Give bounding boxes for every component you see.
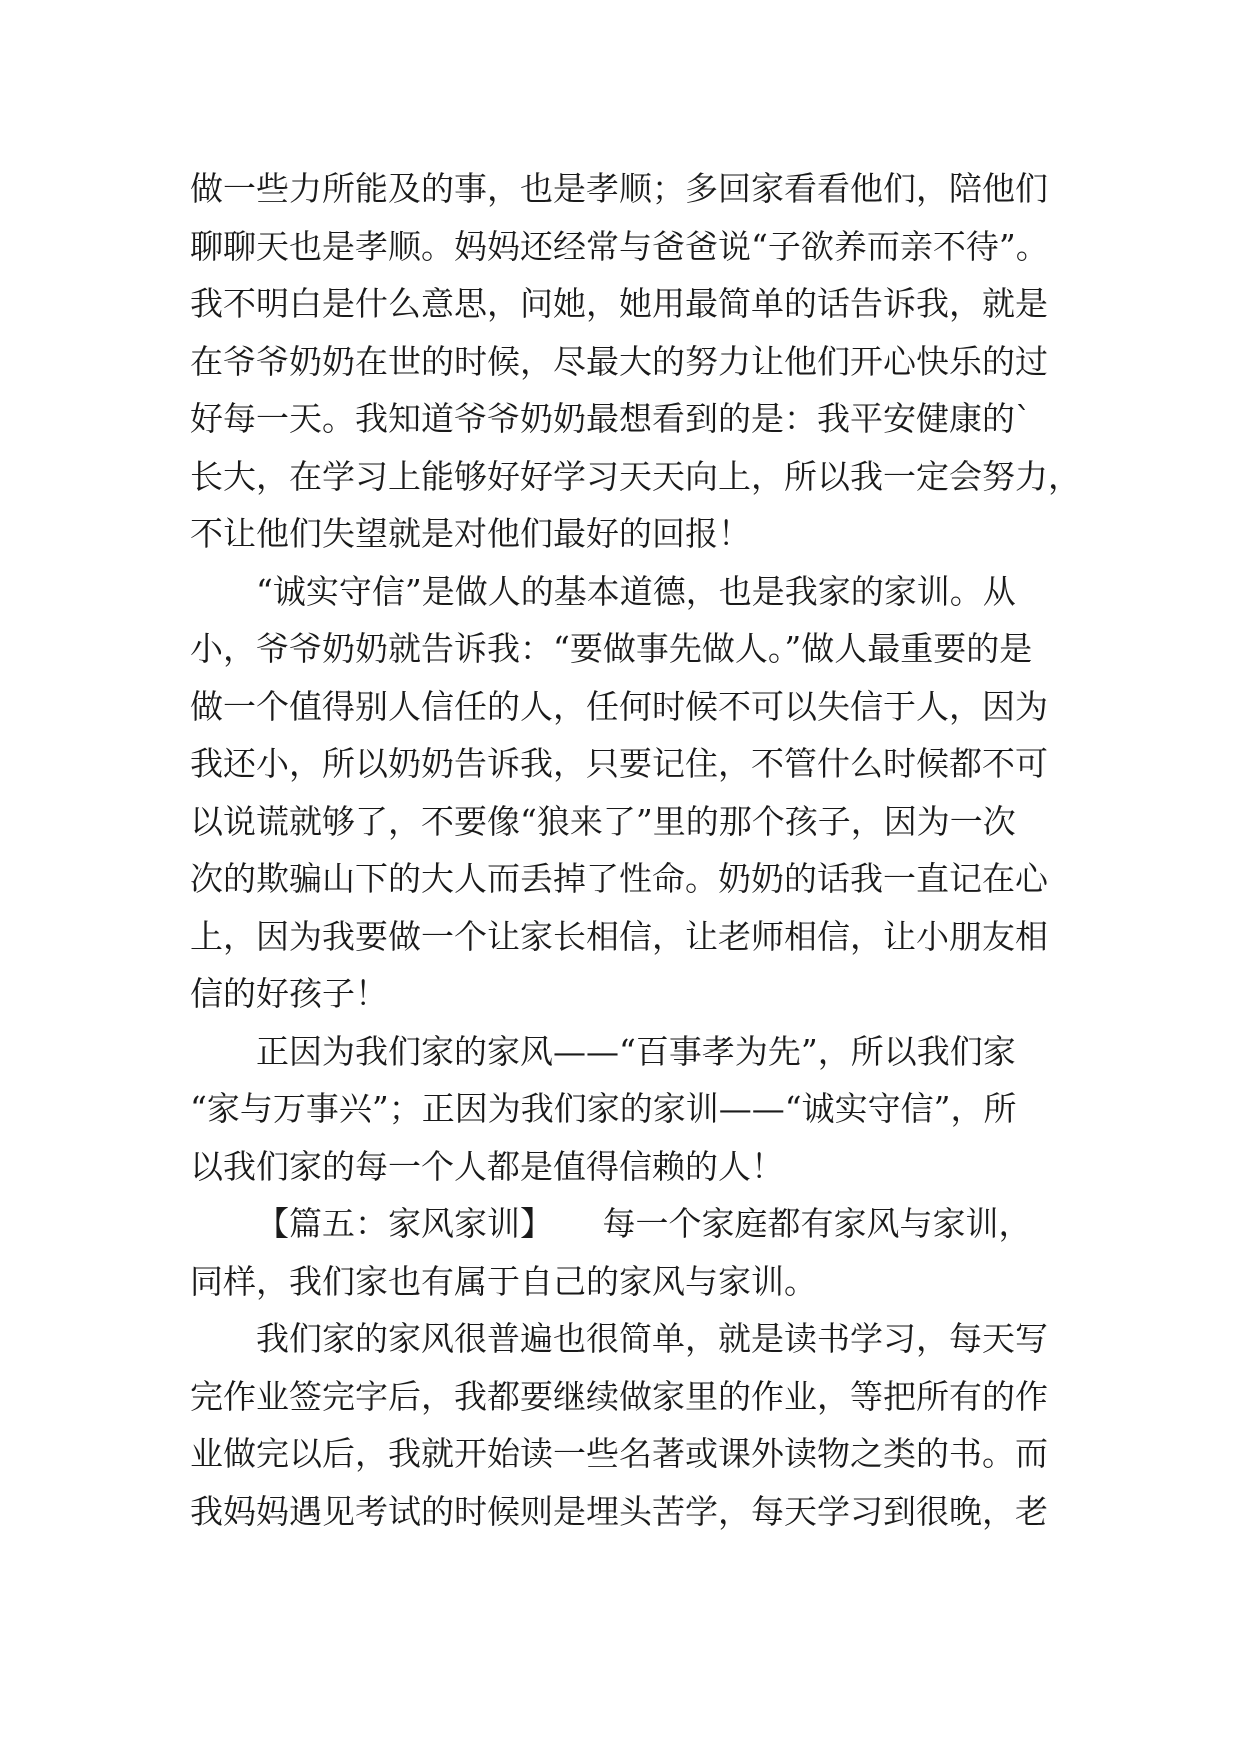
text-line: 聊聊天也是孝顺。妈妈还经常与爸爸说“子欲养而亲不待”。 xyxy=(190,226,1049,266)
paragraph-first-line: 我们家的家风很普遍也很简单，就是读书学习，每天写 xyxy=(256,1319,1048,1358)
paragraph-first-line: “诚实守信”是做人的基本道德，也是我家的家训。从 xyxy=(256,571,1016,611)
section-heading-line: 【篇五：家风家训】 每一个家庭都有家风与家训， xyxy=(256,1204,1032,1243)
text-line: 不让他们失望就是对他们最好的回报！ xyxy=(190,514,751,553)
paragraph-first-line: 正因为我们家的家风——“百事孝为先”，所以我们家 xyxy=(256,1031,1016,1071)
text-line: 我妈妈遇见考试的时候则是埋头苦学，每天学习到很晚，老 xyxy=(190,1491,1048,1531)
text-line: 业做完以后，我就开始读一些名著或课外读物之类的书。而 xyxy=(190,1434,1048,1473)
text-line: 我还小，所以奶奶告诉我，只要记住，不管什么时候都不可 xyxy=(190,744,1048,783)
text-line: 同样，我们家也有属于自己的家风与家训。 xyxy=(190,1261,817,1301)
text-line: 次的欺骗山下的大人而丢掉了性命。奶奶的话我一直记在心 xyxy=(190,859,1048,898)
text-line: 做一个值得别人信任的人，任何时候不可以失信于人，因为 xyxy=(190,686,1048,726)
text-line: “家与万事兴”；正因为我们家的家训——“诚实守信”，所 xyxy=(190,1089,1017,1128)
text-line: 小，爷爷奶奶就告诉我：“要做事先做人。”做人最重要的是 xyxy=(190,629,1033,668)
document-body xyxy=(190,160,1081,1540)
text-line: 以说谎就够了，不要像“狼来了”里的那个孩子，因为一次 xyxy=(190,801,1016,841)
text-line: 信的好孩子！ xyxy=(190,974,388,1013)
text-line: 长大，在学习上能够好好学习天天向上，所以我一定会努力， xyxy=(190,456,1081,496)
text-line: 好每一天。我知道爷爷奶奶最想看到的是：我平安健康的` xyxy=(190,399,1032,438)
text-line: 做一些力所能及的事，也是孝顺；多回家看看他们，陪他们 xyxy=(190,169,1048,208)
text-line: 完作业签完字后，我都要继续做家里的作业，等把所有的作 xyxy=(190,1376,1048,1416)
text-line: 上，因为我要做一个让家长相信，让老师相信，让小朋友相 xyxy=(190,916,1048,956)
text-line: 我不明白是什么意思，问她，她用最简单的话告诉我，就是 xyxy=(190,284,1048,323)
text-line: 以我们家的每一个人都是值得信赖的人！ xyxy=(190,1146,784,1186)
text-line: 在爷爷奶奶在世的时候，尽最大的努力让他们开心快乐的过 xyxy=(190,341,1048,381)
